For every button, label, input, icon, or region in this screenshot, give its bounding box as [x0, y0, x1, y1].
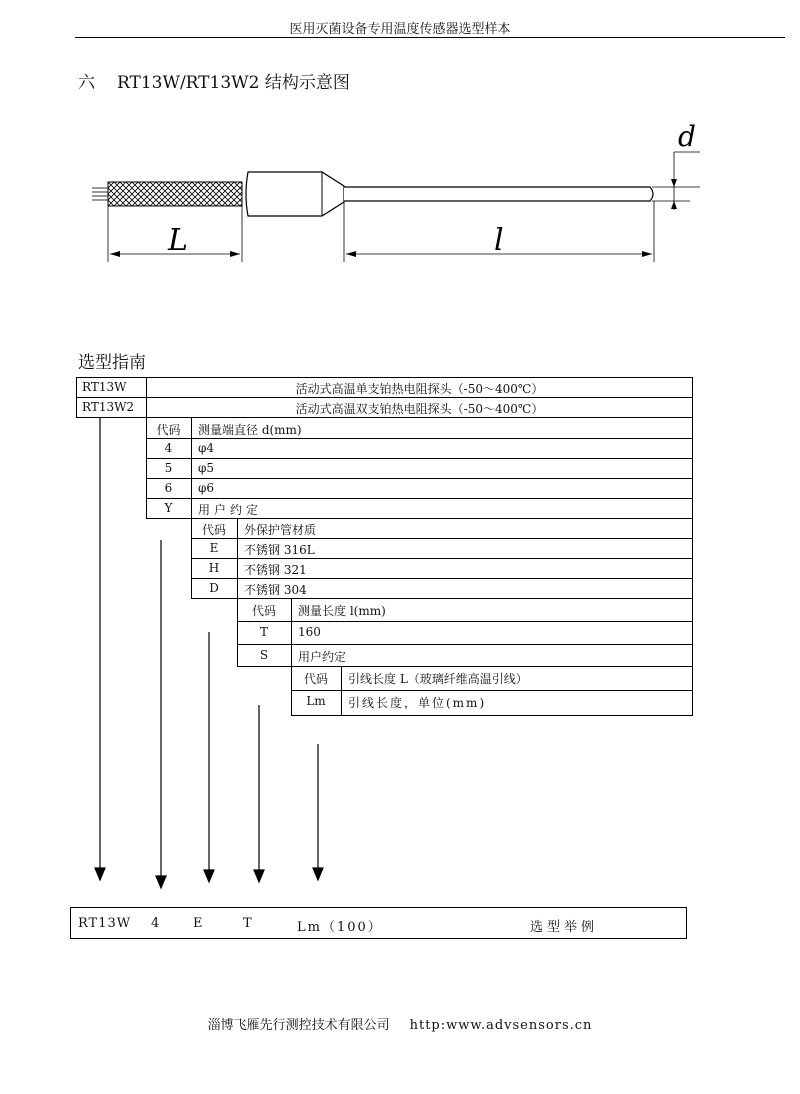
example-diameter: 4 [151, 916, 160, 931]
label-d: d [678, 120, 696, 153]
label-l: l [494, 223, 504, 258]
footer-url: http:www.advsensors.cn [409, 1018, 593, 1033]
example-length: T [243, 916, 252, 931]
length-desc: 160 [298, 625, 321, 639]
diameter-desc: φ4 [198, 441, 215, 455]
length-header-code: 代码 [251, 604, 276, 618]
model-desc: 活动式高温双支铂热电阻探头（-50～400℃） [295, 402, 544, 416]
diameter-desc: 用户约定 [198, 503, 263, 517]
diameter-desc: φ6 [198, 481, 215, 495]
section-number: 六 [78, 73, 95, 93]
example-model: RT13W [78, 916, 132, 931]
section-title-text: RT13W/RT13W2 结构示意图 [117, 73, 350, 93]
footer-company: 淄博飞雁先行测控技术有限公司 [207, 1018, 390, 1033]
material-header-code: 代码 [201, 523, 226, 537]
lead-header-desc: 引线长度 L（玻璃纤维高温引线） [348, 672, 528, 686]
lead-code: Lm [306, 694, 326, 708]
length-code: S [259, 648, 269, 662]
diameter-code: Y [164, 501, 173, 515]
material-header-desc: 外保护管材质 [244, 523, 317, 537]
material-code: D [209, 581, 219, 595]
example-label: 选型举例 [530, 920, 599, 935]
page-footer [0, 1014, 800, 1033]
material-desc: 不锈钢 321 [244, 563, 307, 577]
model-desc: 活动式高温单支铂热电阻探头（-50～400℃） [295, 382, 544, 396]
diameter-code: 5 [164, 461, 173, 475]
material-desc: 不锈钢 316L [244, 543, 315, 557]
guide-title: 选型指南 [78, 353, 146, 373]
length-header-desc: 测量长度 l(mm) [298, 604, 386, 618]
page-header: 医用灭菌设备专用温度传感器选型样本 [289, 22, 511, 37]
diameter-header-desc: 测量端直径 d(mm) [198, 423, 302, 437]
example-material: E [193, 916, 203, 931]
model-code: RT13W [82, 380, 127, 394]
lead-header-code: 代码 [303, 672, 328, 686]
material-code: H [208, 561, 220, 575]
diameter-desc: φ5 [198, 461, 215, 475]
example-lead: Lm（100） [297, 920, 383, 935]
diameter-header-code: 代码 [156, 423, 181, 437]
diameter-code: 6 [164, 481, 173, 495]
material-desc: 不锈钢 304 [244, 583, 307, 597]
label-L: L [168, 223, 188, 258]
length-desc: 用户约定 [298, 650, 347, 664]
diameter-code: 4 [164, 441, 173, 455]
model-code: RT13W2 [82, 400, 135, 414]
length-code: T [259, 625, 268, 639]
lead-desc: 引线长度，单位(mm) [348, 696, 487, 710]
material-code: E [209, 541, 219, 555]
